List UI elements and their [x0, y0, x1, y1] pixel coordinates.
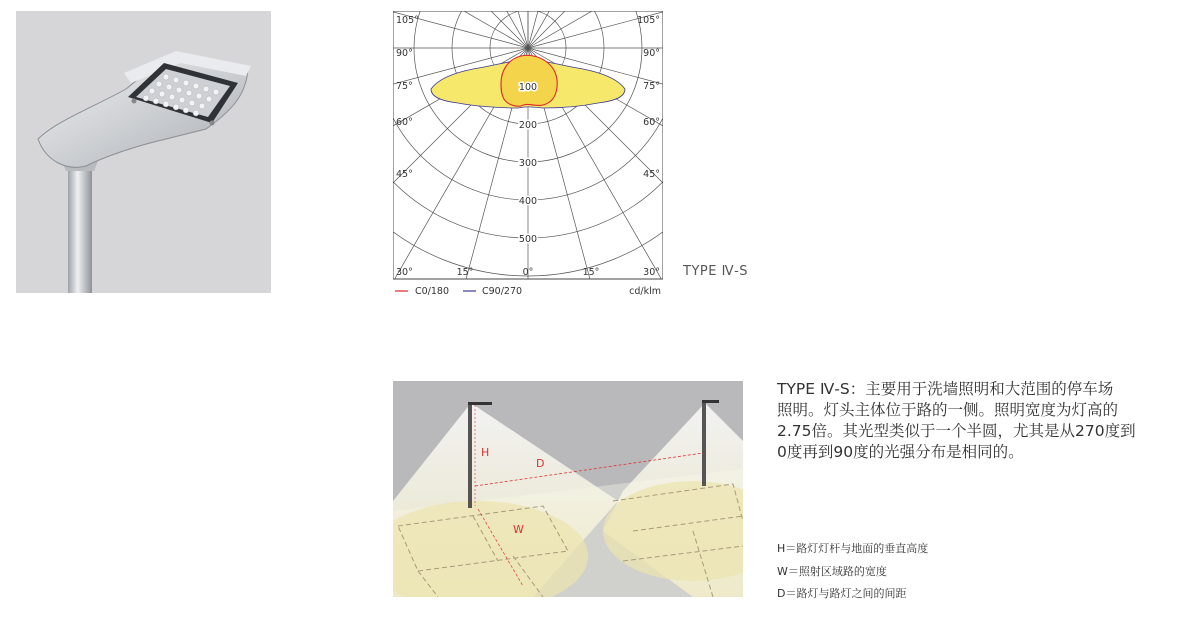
angle-label-right: 60° [643, 117, 660, 128]
angle-label-left: 45° [396, 169, 413, 180]
angle-label-right: 90° [643, 48, 660, 59]
description-line: 照明。灯头主体位于路的一侧。照明宽度为灯高的 [777, 401, 1119, 419]
c0-curve [501, 55, 557, 106]
legend-c0-label: C0/180 [415, 286, 450, 296]
h-label: H [481, 446, 490, 459]
description-line: 2.75倍。其光型类似于一个半圆，尤其是从270度到 [777, 422, 1136, 440]
angle-label-left: 60° [396, 117, 413, 128]
description-line: 0度再到90度的光强分布是相同的。 [777, 443, 1024, 461]
product-photo [16, 11, 271, 293]
angle-label-left: 75° [396, 81, 413, 92]
radial-value-label: 200 [518, 120, 538, 131]
angle-label-left: 90° [396, 48, 413, 59]
street-lighting-scene [393, 381, 743, 597]
angle-label-right: 105° [637, 15, 660, 26]
legend-w: W＝照射区域路的宽度 [777, 565, 887, 578]
angle-label-left: 30° [396, 267, 413, 278]
bottom-angle-label: 15° [456, 267, 474, 278]
unit-label: cd/klm [629, 286, 661, 296]
radial-value-label: 400 [518, 196, 538, 207]
type-label: TYPE Ⅳ-S [683, 264, 749, 279]
d-label: D [536, 457, 545, 470]
type-description [777, 379, 1187, 463]
radial-value-label: 100 [518, 82, 538, 93]
angle-label-right: 75° [643, 81, 660, 92]
legend-h: H＝路灯灯杆与地面的垂直高度 [777, 542, 929, 555]
radial-value-label: 500 [518, 234, 538, 245]
legend-c90-label: C90/270 [482, 286, 523, 296]
radial-value-label: 300 [518, 158, 538, 169]
angle-label-right: 30° [643, 267, 660, 278]
angle-label-right: 45° [643, 169, 660, 180]
description-line: TYPE Ⅳ-S：主要用于洗墙照明和大范围的停车场 [777, 380, 1114, 398]
polar-light-distribution-chart [393, 11, 663, 296]
bottom-angle-label: 15° [582, 267, 600, 278]
w-label: W [513, 523, 524, 536]
legend-d: D＝路灯与路灯之间的间距 [777, 587, 907, 600]
angle-label-left: 105° [396, 15, 419, 26]
bottom-angle-label: 0° [522, 267, 534, 278]
